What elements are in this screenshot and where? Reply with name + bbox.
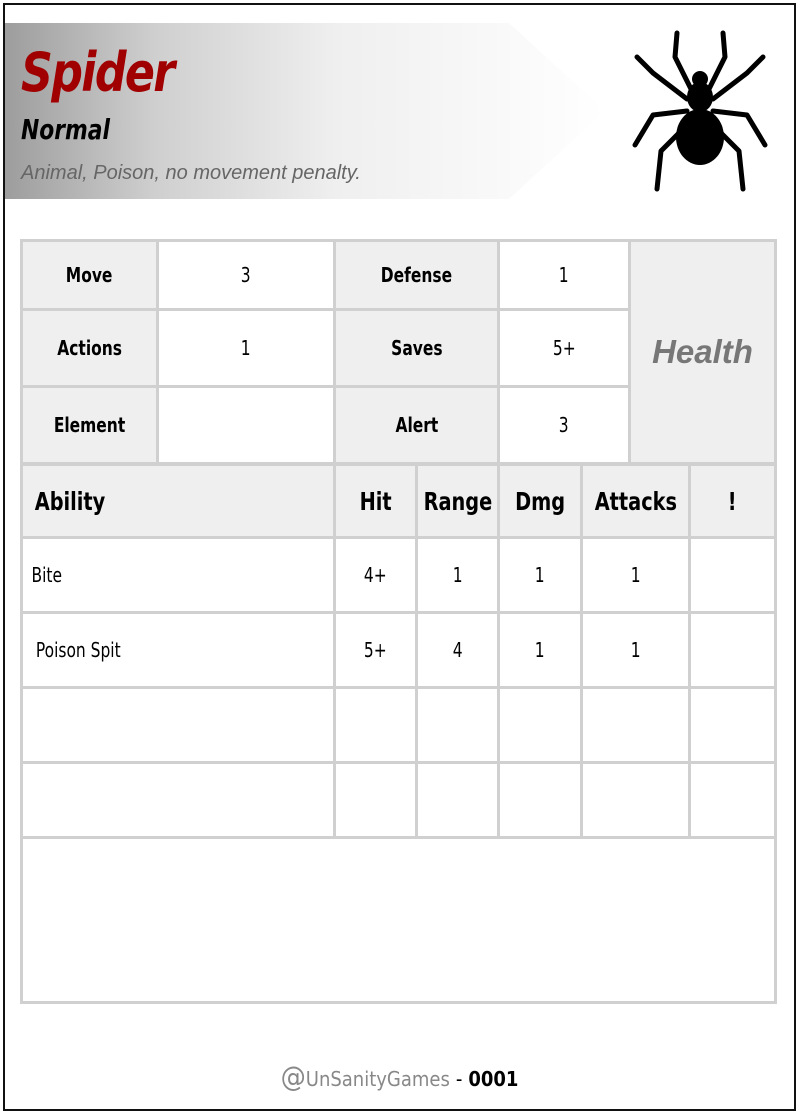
creature-rank: Normal <box>21 113 111 146</box>
ability-name: Poison Spit <box>22 613 335 688</box>
ability-special <box>690 763 776 838</box>
footer-separator: - <box>455 1067 463 1091</box>
ability-special <box>690 538 776 613</box>
ability-row <box>22 688 776 763</box>
saves-value: 5+ <box>499 310 630 387</box>
ability-range: 4 <box>417 613 499 688</box>
ability-dmg: 1 <box>499 538 582 613</box>
move-value: 3 <box>158 241 335 310</box>
stats-table <box>20 239 777 465</box>
notes-box <box>22 838 776 1003</box>
spider-icon <box>625 27 775 197</box>
element-value <box>158 387 335 464</box>
ability-dmg: 1 <box>499 613 582 688</box>
actions-label: Actions <box>22 310 158 387</box>
ability-attacks: 1 <box>582 613 690 688</box>
saves-label: Saves <box>335 310 499 387</box>
ability-special <box>690 613 776 688</box>
abilities-table <box>20 463 777 1004</box>
creature-name: Spider <box>21 41 174 104</box>
at-sign: @ <box>280 1060 306 1093</box>
creature-traits: Animal, Poison, no movement penalty. <box>21 162 361 184</box>
ability-attacks: 1 <box>582 538 690 613</box>
ability-range <box>417 763 499 838</box>
ability-hit <box>335 763 417 838</box>
ability-hit: 4+ <box>335 538 417 613</box>
ability-dmg <box>499 763 582 838</box>
special-header: ! <box>690 465 776 538</box>
ability-name <box>22 763 335 838</box>
ability-row <box>22 538 776 613</box>
dmg-header: Dmg <box>499 465 582 538</box>
defense-label: Defense <box>335 241 499 310</box>
ability-hit <box>335 688 417 763</box>
ability-row <box>22 763 776 838</box>
ability-range: 1 <box>417 538 499 613</box>
move-label: Move <box>22 241 158 310</box>
hit-header: Hit <box>335 465 417 538</box>
element-label: Element <box>22 387 158 464</box>
ability-attacks <box>582 688 690 763</box>
footer <box>5 1060 794 1093</box>
alert-label: Alert <box>335 387 499 464</box>
ability-range <box>417 688 499 763</box>
publisher-handle: UnSanityGames <box>305 1067 450 1091</box>
creature-card <box>3 3 796 1111</box>
ability-name <box>22 688 335 763</box>
ability-header: Ability <box>22 465 335 538</box>
ability-name: Bite <box>22 538 335 613</box>
alert-value: 3 <box>499 387 630 464</box>
card-number: 0001 <box>468 1067 519 1091</box>
ability-special <box>690 688 776 763</box>
defense-value: 1 <box>499 241 630 310</box>
ability-hit: 5+ <box>335 613 417 688</box>
attacks-header: Attacks <box>582 465 690 538</box>
ability-dmg <box>499 688 582 763</box>
ability-attacks <box>582 763 690 838</box>
range-header: Range <box>417 465 499 538</box>
health-box: Health <box>630 241 776 464</box>
ability-row <box>22 613 776 688</box>
actions-value: 1 <box>158 310 335 387</box>
